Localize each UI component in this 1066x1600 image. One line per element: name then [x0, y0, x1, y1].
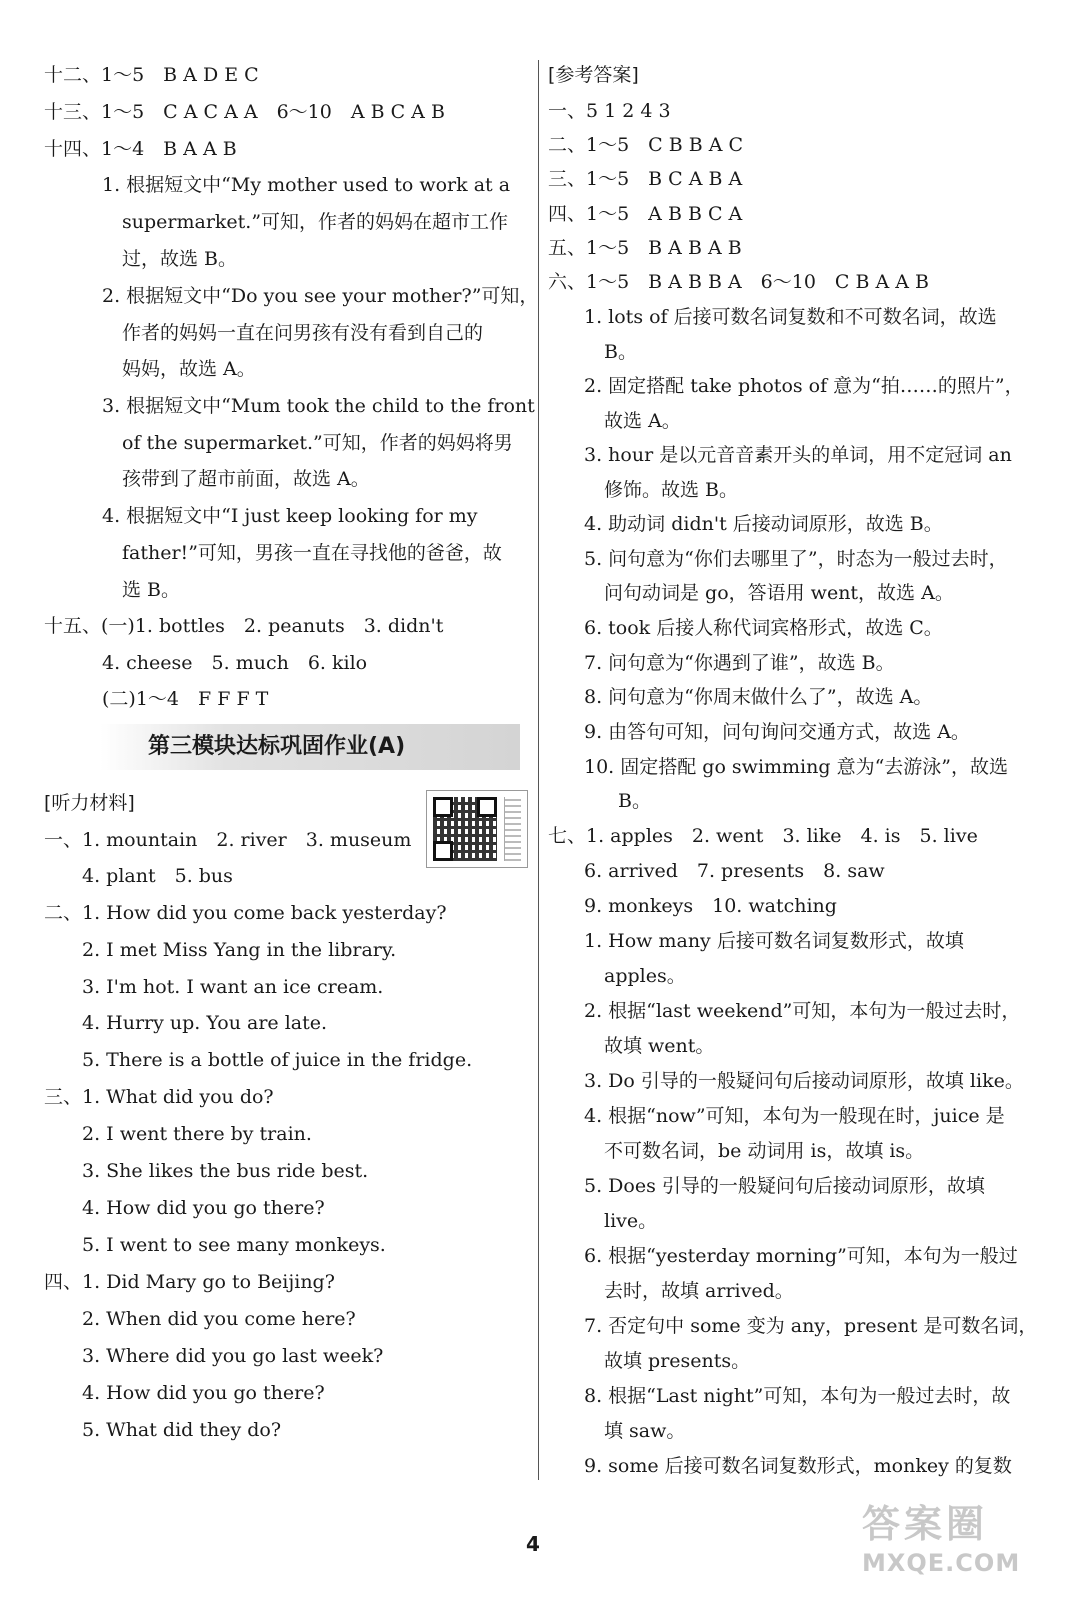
explanation-line: 5. Does 引导的一般疑问句后接动词原形，故填: [584, 1175, 985, 1197]
answer-line: 6. arrived 7. presents 8. saw: [584, 860, 885, 882]
explanation-line: 妈妈，故选 A。: [122, 358, 256, 380]
watermark-text: 答案圈: [862, 1502, 989, 1546]
explanation-line: apples。: [604, 965, 686, 987]
listening-line: 5. There is a bottle of juice in the fridge.: [82, 1049, 473, 1071]
listening-line: 4. How did you go there?: [82, 1382, 325, 1404]
listening-line: 5. What did they do?: [82, 1419, 282, 1441]
answer-line: 十五、(一)1. bottles 2. peanuts 3. didn't: [44, 615, 444, 637]
qr-code-icon[interactable]: [426, 790, 528, 868]
answer-line: 六、1～5 B A B B A 6～10 C B A A B: [548, 271, 929, 293]
explanation-line: 修饰。故选 B。: [604, 479, 739, 501]
explanation-line: 问句动词是 go，答语用 went，故选 A。: [604, 582, 954, 604]
explanation-line: 1. 根据短文中“My mother used to work at a: [102, 174, 511, 196]
explanation-line: 孩带到了超市前面，故选 A。: [122, 468, 370, 490]
explanation-line: 3. hour 是以元音音素开头的单词，用不定冠词 an: [584, 444, 1012, 466]
explanation-line: 6. 根据“yesterday morning”可知，本句为一般过: [584, 1245, 1018, 1267]
explanation-line: 4. 根据短文中“I just keep looking for my: [102, 505, 478, 527]
explanation-line: 2. 根据“last weekend”可知，本句为一般过去时，: [584, 1000, 1021, 1022]
explanation-line: 8. 问句意为“你周末做什么了”，故选 A。: [584, 686, 933, 708]
answer-line: 十三、1～5 C A C A A 6～10 A B C A B: [44, 101, 445, 123]
listening-line: 三、1. What did you do?: [44, 1086, 274, 1108]
explanation-line: 1. How many 后接可数名词复数形式，故填: [584, 930, 964, 952]
listening-line: 3. She likes the bus ride best.: [82, 1160, 369, 1182]
section-title: 第三模块达标巩固作业(A): [100, 724, 520, 770]
listening-line: 5. I went to see many monkeys.: [82, 1234, 386, 1256]
explanation-line: father!”可知，男孩一直在寻找他的爸爸，故: [122, 542, 502, 564]
answer-line: 三、1～5 B C A B A: [548, 168, 743, 190]
explanation-line: 2. 固定搭配 take photos of 意为“拍……的照片”，: [584, 375, 1024, 397]
answer-line: 五、1～5 B A B A B: [548, 237, 742, 259]
column-divider: [538, 60, 539, 1480]
listening-line: 二、1. How did you come back yesterday?: [44, 902, 447, 924]
listening-line: 2. I met Miss Yang in the library.: [82, 939, 397, 961]
explanation-line: 9. some 后接可数名词复数形式，monkey 的复数: [584, 1455, 1012, 1477]
explanation-line: 8. 根据“Last night”可知，本句为一般过去时，故: [584, 1385, 1011, 1407]
explanation-line: 去时，故填 arrived。: [604, 1280, 794, 1302]
explanation-line: 5. 问句意为“你们去哪里了”，时态为一般过去时，: [584, 548, 1008, 570]
answer-line: 七、1. apples 2. went 3. like 4. is 5. live: [548, 825, 978, 847]
explanation-line: 故填 presents。: [604, 1350, 751, 1372]
listening-line: 4. plant 5. bus: [82, 865, 233, 887]
explanation-line: 过，故选 B。: [122, 248, 238, 270]
explanation-line: 4. 根据“now”可知，本句为一般现在时，juice 是: [584, 1105, 1005, 1127]
answer-line: 4. cheese 5. much 6. kilo: [102, 652, 368, 674]
explanation-line: 9. 由答句可知，问句询问交通方式，故选 A。: [584, 721, 970, 743]
explanation-line: 故填 went。: [604, 1035, 715, 1057]
explanation-line: 作者的妈妈一直在问男孩有没有看到自己的: [122, 322, 484, 344]
page-number: 4: [526, 1532, 540, 1556]
explanation-line: 故选 A。: [604, 410, 681, 432]
answer-line: 9. monkeys 10. watching: [584, 895, 837, 917]
answer-line: 十四、1～4 B A A B: [44, 138, 237, 160]
answer-line: 二、1～5 C B B A C: [548, 134, 744, 156]
explanation-line: 3. Do 引导的一般疑问句后接动词原形，故填 like。: [584, 1070, 1024, 1092]
listening-line: 2. When did you come here?: [82, 1308, 356, 1330]
watermark-logo: [862, 1500, 1052, 1590]
listening-material-label: [听力材料]: [44, 792, 135, 814]
explanation-line: 7. 问句意为“你遇到了谁”，故选 B。: [584, 652, 895, 674]
listening-line: 四、1. Did Mary go to Beijing?: [44, 1271, 335, 1293]
listening-line: 一、1. mountain 2. river 3. museum: [44, 829, 412, 851]
explanation-line: 4. 助动词 didn't 后接动词原形，故选 B。: [584, 513, 943, 535]
explanation-line: 6. took 后接人称代词宾格形式，故选 C。: [584, 617, 943, 639]
answer-line: (二)1～4 F F F T: [102, 688, 269, 710]
listening-line: 3. I'm hot. I want an ice cream.: [82, 976, 384, 998]
explanation-line: 不可数名词，be 动词用 is，故填 is。: [604, 1140, 925, 1162]
answer-line: 四、1～5 A B B C A: [548, 203, 743, 225]
answer-line: 十二、1～5 B A D E C: [44, 64, 259, 86]
explanation-line: 1. lots of 后接可数名词复数和不可数名词，故选: [584, 306, 997, 328]
watermark-url: MXQE.COM: [862, 1549, 1021, 1577]
explanation-line: live。: [604, 1210, 658, 1232]
explanation-line: 10. 固定搭配 go swimming 意为“去游泳”，故选: [584, 756, 1009, 778]
listening-line: 4. How did you go there?: [82, 1197, 325, 1219]
reference-answers-label: [参考答案]: [548, 64, 639, 86]
explanation-line: 选 B。: [122, 579, 181, 601]
answer-line: 一、5 1 2 4 3: [548, 100, 671, 122]
explanation-line: 3. 根据短文中“Mum took the child to the front: [102, 395, 535, 417]
explanation-line: supermarket.”可知，作者的妈妈在超市工作: [122, 211, 509, 233]
explanation-line: B。: [604, 341, 637, 363]
explanation-line: of the supermarket.”可知，作者的妈妈将男: [122, 432, 513, 454]
explanation-line: 填 saw。: [604, 1420, 686, 1442]
explanation-line: 7. 否定句中 some 变为 any，present 是可数名词，: [584, 1315, 1038, 1337]
explanation-line: B。: [618, 790, 651, 812]
listening-line: 2. I went there by train.: [82, 1123, 312, 1145]
listening-line: 4. Hurry up. You are late.: [82, 1012, 328, 1034]
explanation-line: 2. 根据短文中“Do you see your mother?”可知，: [102, 285, 539, 307]
listening-line: 3. Where did you go last week?: [82, 1345, 384, 1367]
